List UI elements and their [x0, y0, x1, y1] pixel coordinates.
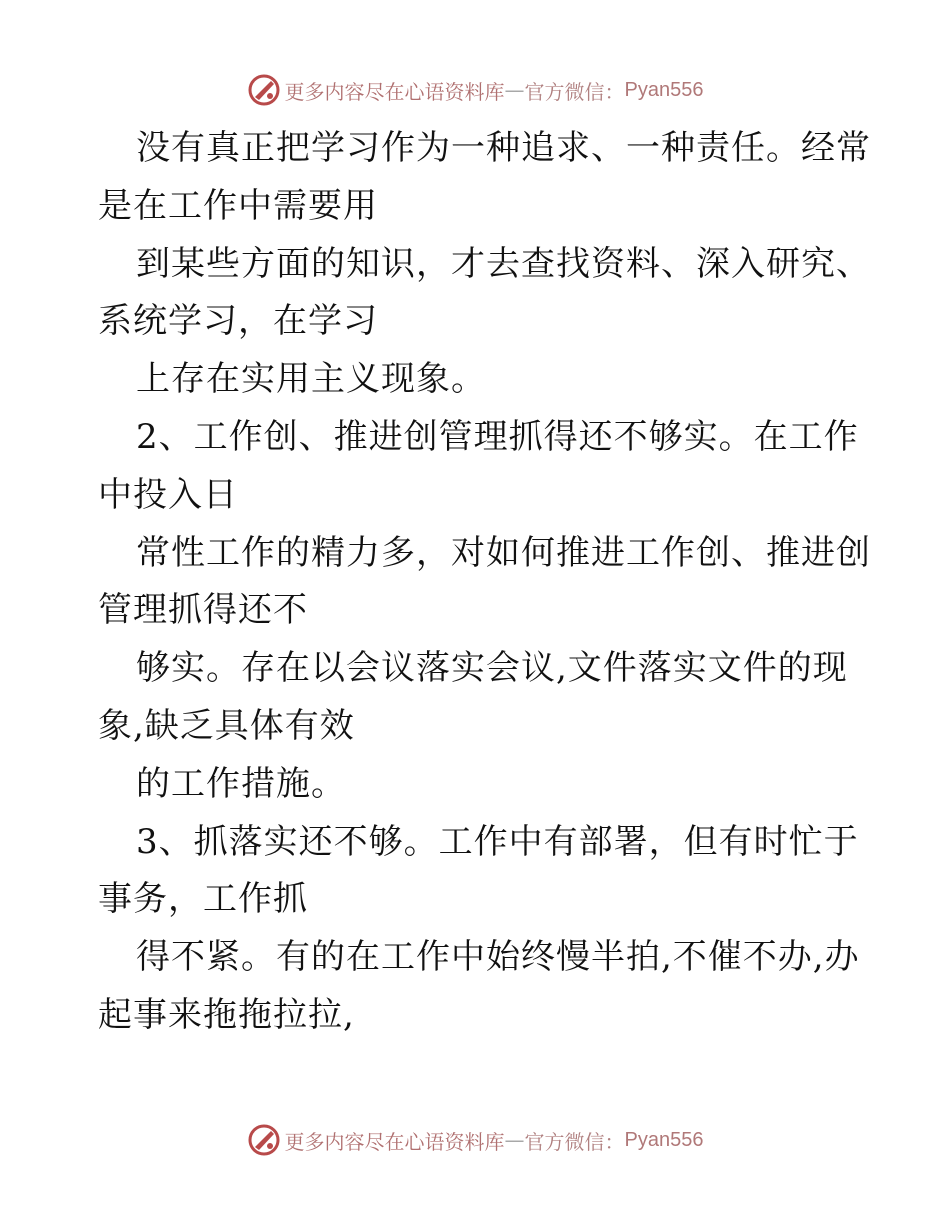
body-line-14: 事务，工作抓	[98, 879, 308, 920]
banner-dash: —	[504, 78, 525, 102]
body-line-16: 起事来拖拖拉拉,	[98, 994, 355, 1035]
footer-banner	[0, 1120, 950, 1160]
banner-main-text: 更多内容尽在心语资料库	[284, 79, 505, 104]
body-line-6: 2、工作创、推进创管理抓得还不够实。在工作	[136, 416, 859, 457]
body-line-2: 是在工作中需要用	[98, 185, 378, 226]
body-line-10: 够实。存在以会议落实会议,文件落实文件的现	[136, 648, 848, 689]
body-line-3: 到某些方面的知识，才去查找资料、深入研究、	[136, 243, 871, 284]
body-line-15: 得不紧。有的在工作中始终慢半拍,不催不办,办	[136, 937, 860, 978]
logo-icon	[247, 1123, 281, 1157]
banner-sub-text: 官方微信：	[524, 1129, 625, 1154]
banner-main-text: 更多内容尽在心语资料库	[284, 1129, 505, 1154]
body-line-9: 管理抓得还不	[98, 590, 308, 631]
body-line-5: 上存在实用主义现象。	[136, 359, 486, 400]
header-banner	[0, 70, 950, 110]
body-line-12: 的工作措施。	[136, 763, 346, 804]
banner-dash: —	[504, 1128, 525, 1152]
body-line-13: 3、抓落实还不够。工作中有部署，但有时忙于	[136, 821, 859, 862]
banner-wechat-id: Pyan556	[624, 78, 704, 101]
body-line-8: 常性工作的精力多，对如何推进工作创、推进创	[136, 532, 871, 573]
body-line-4: 系统学习，在学习	[98, 301, 378, 342]
banner-wechat-id: Pyan556	[624, 1128, 704, 1151]
logo-icon	[247, 73, 281, 107]
body-line-1: 没有真正把学习作为一种追求、一种责任。经常	[136, 128, 871, 168]
body-line-11: 象,缺乏具体有效	[98, 705, 355, 746]
document-body	[98, 120, 871, 1045]
banner-sub-text: 官方微信：	[524, 79, 625, 104]
body-line-7: 中投入日	[98, 474, 238, 515]
